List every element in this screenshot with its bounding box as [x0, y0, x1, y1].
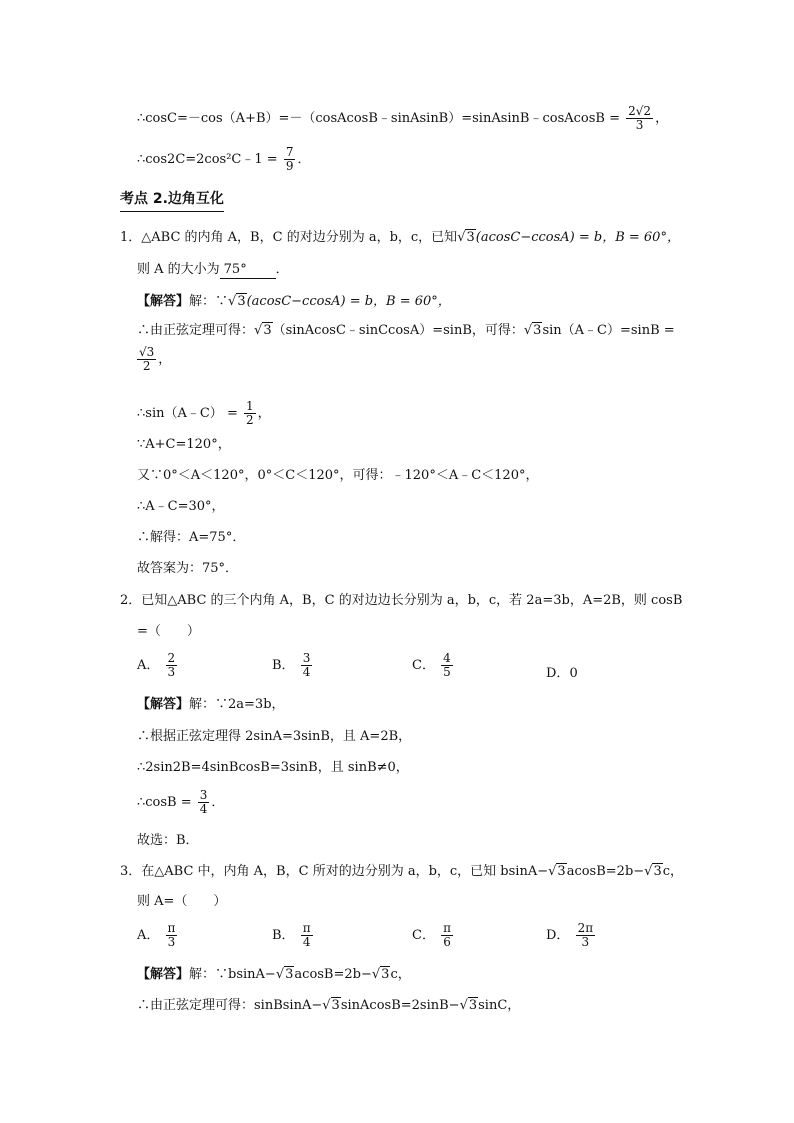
sqrt-symbol: √3: [322, 998, 340, 1013]
sqrt-symbol: √3: [371, 967, 390, 982]
q2-stem-line-1: 2．已知△ABC 的三个内角 A，B，C 的对边边长分别为 a，b，c，若 2a=3b，A=2B，则 cosB: [120, 593, 683, 608]
sqrt-symbol: √3: [548, 864, 566, 879]
q1-solution-line-9: 故答案为：75°．: [137, 561, 239, 576]
q2-solution-line-3: ∴2sin2B=4sinBcosB=3sinB，且 sinB≠0，: [137, 760, 409, 775]
q2-solution-line-5: 故选：B．: [137, 833, 199, 848]
q3-stem-line-1: 3．在△ABC 中，内角 A，B，C 所对的边分别为 a，b，c，已知 bsinA−√3acosB=2b−√3c，: [120, 864, 684, 879]
q3-solution-line-1: 【解答】解：∵bsinA−√3acosB=2b−√3c，: [137, 967, 411, 982]
answer-tag: 【解答】: [137, 697, 190, 712]
section-heading: 考点 2.边角互化: [120, 188, 224, 212]
q3-option-d[interactable]: D． $\frac{2\pi}{3}$: [546, 921, 594, 949]
q1-solution-line-3: $\frac{√3}{2}$ ，: [139, 345, 172, 373]
q1-answer-blank: 75°: [220, 262, 276, 279]
top-line-2: ∴cos2C=2cos²C﹣1 = $\frac{7}{9}$ ．: [137, 145, 311, 173]
q3-number: 3．: [120, 864, 142, 879]
top-line-1-prefix: ∴cosC=－cos（A+B）=－（cosAcosB﹣sinAsinB）=sinAsinB﹣cosAcosB =: [137, 111, 620, 126]
q1-solution-line-7: ∴A﹣C=30°，: [137, 499, 225, 514]
q3-stem-line-2: 则 A=（ ）: [137, 894, 227, 909]
q2-option-b[interactable]: B． $\frac{3}{4}$: [272, 651, 311, 679]
q1-solution-line-1: 【解答】解：∵√3(acosC−ccosA) = b，B = 60°，: [137, 294, 451, 309]
answer-tag: 【解答】: [137, 294, 190, 309]
q1-stem-line-1: 1．△ABC 的内角 A，B，C 的对边分别为 a，b，c，已知√3(acosC−ccosA) = b，B = 60°，: [120, 230, 680, 245]
q3-option-c[interactable]: C． $\frac{\pi}{6}$: [412, 921, 451, 949]
top-line-2-prefix: ∴cos2C=2cos²C﹣1 =: [137, 152, 278, 167]
q1-solution-line-6: 又∵0°＜A＜120°，0°＜C＜120°，可得：﹣120°＜A﹣C＜120°，: [137, 468, 539, 483]
top-line-1: ∴cosC=－cos（A+B）=－（cosAcosB﹣sinAsinB）=sinAsinB﹣cosAcosB = $\frac{2√2}{3}$ ，: [137, 104, 669, 132]
sqrt-symbol: √3: [228, 294, 246, 309]
q2-solution-line-1: 【解答】解：∵2a=3b，: [137, 697, 285, 712]
q1-solution-line-4: ∴sin（A﹣C） = $\frac{1}{2}$ ，: [137, 399, 271, 427]
sqrt-symbol: √3: [523, 323, 542, 338]
q1-solution-line-2: ∴由正弦定理可得：√3（sinAcosC﹣sinCcosA）=sinB，可得：√3sin（A﹣C）=sinB =: [137, 323, 675, 338]
top-line-1-fraction: $\frac{2√2}{3}$: [628, 104, 652, 132]
q2-solution-line-2: ∴根据正弦定理得 2sinA=3sinB，且 A=2B，: [137, 729, 412, 744]
q3-option-b[interactable]: B． $\frac{\pi}{4}$: [272, 921, 311, 949]
sqrt-symbol: √3: [275, 967, 294, 982]
q2-cosb-fraction: $\frac{3}{4}$: [199, 788, 208, 816]
q1-stem-line-2: 则 A 的大小为 75° ．: [137, 262, 289, 277]
answer-tag: 【解答】: [137, 967, 190, 982]
q1-solution-line-8: ∴解得：A=75°．: [137, 530, 246, 545]
q2-stem-line-2: =（ ）: [137, 624, 200, 639]
sqrt-symbol: √3: [644, 864, 662, 879]
q1-half-fraction: $\frac{1}{2}$: [245, 399, 254, 427]
sqrt-symbol: √3: [254, 323, 272, 338]
q2-solution-line-4: ∴cosB = $\frac{3}{4}$ ．: [137, 788, 225, 816]
q1-sqrt3-over-2: $\frac{√3}{2}$: [139, 345, 155, 373]
q2-option-c[interactable]: C． $\frac{4}{5}$: [412, 651, 451, 679]
q2-option-a[interactable]: A． $\frac{2}{3}$: [137, 651, 176, 679]
q1-solution-line-5: ∵A+C=120°，: [137, 437, 231, 452]
q3-solution-line-2: ∴由正弦定理可得：sinBsinA−√3sinAcosB=2sinB−√3sinC，: [137, 998, 521, 1013]
q2-option-d[interactable]: D．0: [546, 666, 578, 681]
q1-number: 1．: [120, 230, 142, 245]
sqrt-symbol: √3: [457, 230, 475, 245]
q2-number: 2．: [120, 593, 142, 608]
q3-option-a[interactable]: A． $\frac{\pi}{3}$: [137, 921, 176, 949]
sqrt-symbol: √3: [459, 998, 478, 1013]
top-line-2-fraction: $\frac{7}{9}$: [285, 145, 294, 173]
